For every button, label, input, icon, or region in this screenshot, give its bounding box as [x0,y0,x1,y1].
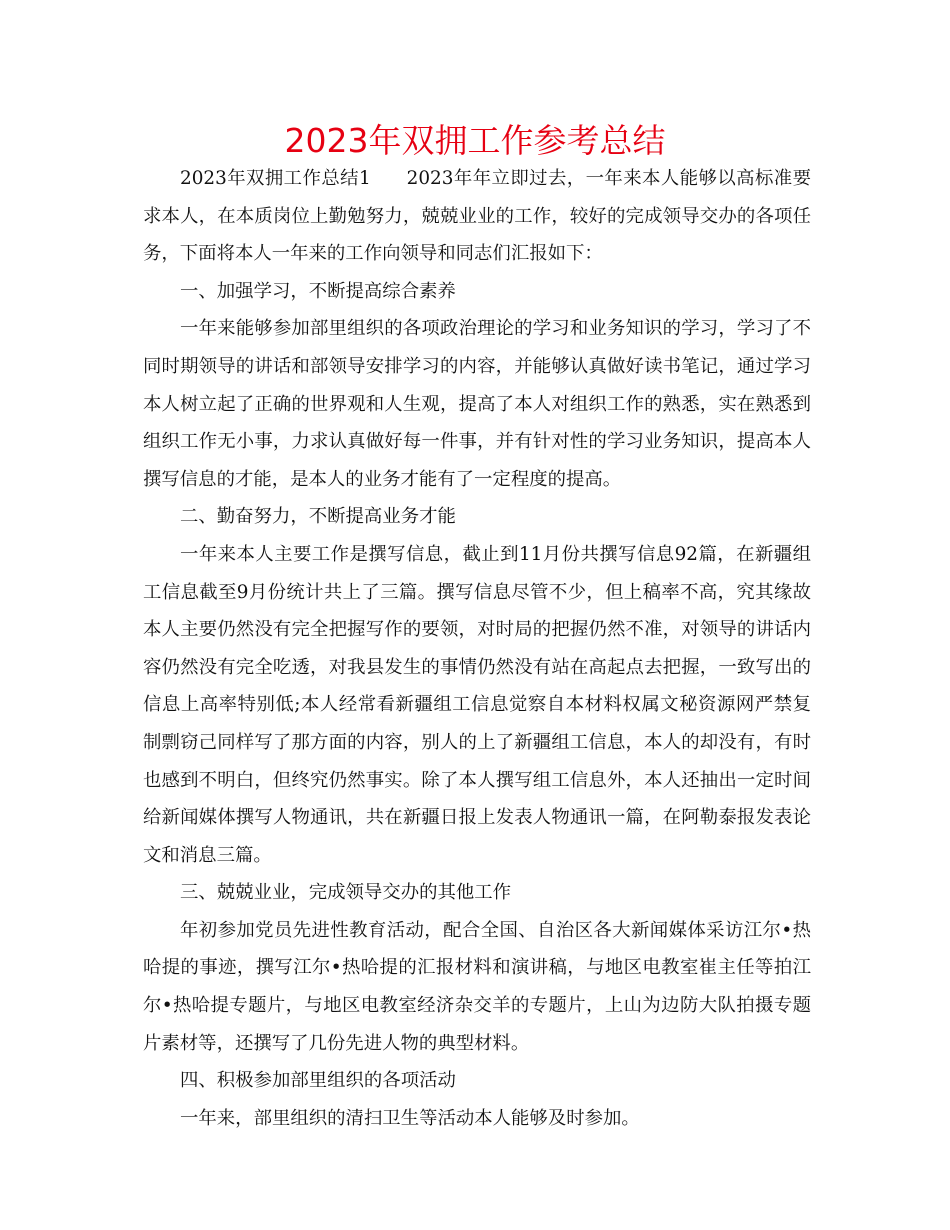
section-heading-1: 一、加强学习，不断提高综合素养 [180,280,456,302]
section-heading-3: 三、兢兢业业，完成领导交办的其他工作 [180,882,512,904]
intro-paragraph [143,160,811,273]
intro-text: 2023年年立即过去，一年来本人能够以高标准要求本人，在本质岗位上勤勉努力，兢兢业业的工作，较好的完成领导交办的各项任务，下面将本人一年来的工作向领导和同志们汇报如下： [143,168,811,265]
section-paragraph-4: 一年来，部里组织的清扫卫生等活动本人能够及时参加。 [180,1107,640,1129]
section-heading-2: 二、勤奋努力，不断提高业务才能 [180,506,456,528]
document-title: 2023年双拥工作参考总结 [284,121,666,160]
section-paragraph-3: 年初参加党员先进性教育活动，配合全国、自治区各大新闻媒体采访江尔•热哈提的事迹，撰写江尔•热哈提的汇报材料和演讲稿，与地区电教室崔主任等拍江尔•热哈提专题片，与地区电教室经济杂交羊的专题片，上山为边防大队拍摄专题片素材等，还撰写了几份先进人物的典型材料。 [143,919,811,1054]
document-body [143,160,811,1137]
section-paragraph-2: 一年来本人主要工作是撰写信息，截止到11月份共撰写信息92篇，在新疆组工信息截至9月份统计共上了三篇。撰写信息尽管不少，但上稿率不高，究其缘故本人主要仍然没有完全把握写作的要领，对时局的把握仍然不准，对领导的讲话内容仍然没有完全吃透，对我县发生的事情仍然没有站在高起点去把握，一致写出的信息上高率特别低;本人经常看新疆组工信息觉察自本材料权属文秘资源网严禁复制剽窃己同样写了那方面的内容，别人的上了新疆组工信息，本人的却没有，有时也感到不明白，但终究仍然事实。除了本人撰写组工信息外，本人还抽出一定时间给新闻媒体撰写人物通讯，共在新疆日报上发表人物通讯一篇，在阿勒泰报发表论文和消息三篇。 [143,543,811,866]
section-heading-4: 四、积极参加部里组织的各项活动 [180,1070,456,1092]
section-paragraph-1: 一年来能够参加部里组织的各项政治理论的学习和业务知识的学习，学习了不同时期领导的讲话和部领导安排学习的内容，并能够认真做好读书笔记，通过学习本人树立起了正确的世界观和人生观，提高了本人对组织工作的熟悉，实在熟悉到组织工作无小事，力求认真做好每一件事，并有针对性的学习业务知识，提高本人撰写信息的才能，是本人的业务才能有了一定程度的提高。 [143,318,811,490]
document-subtitle: 2023年双拥工作总结1 [180,168,371,189]
